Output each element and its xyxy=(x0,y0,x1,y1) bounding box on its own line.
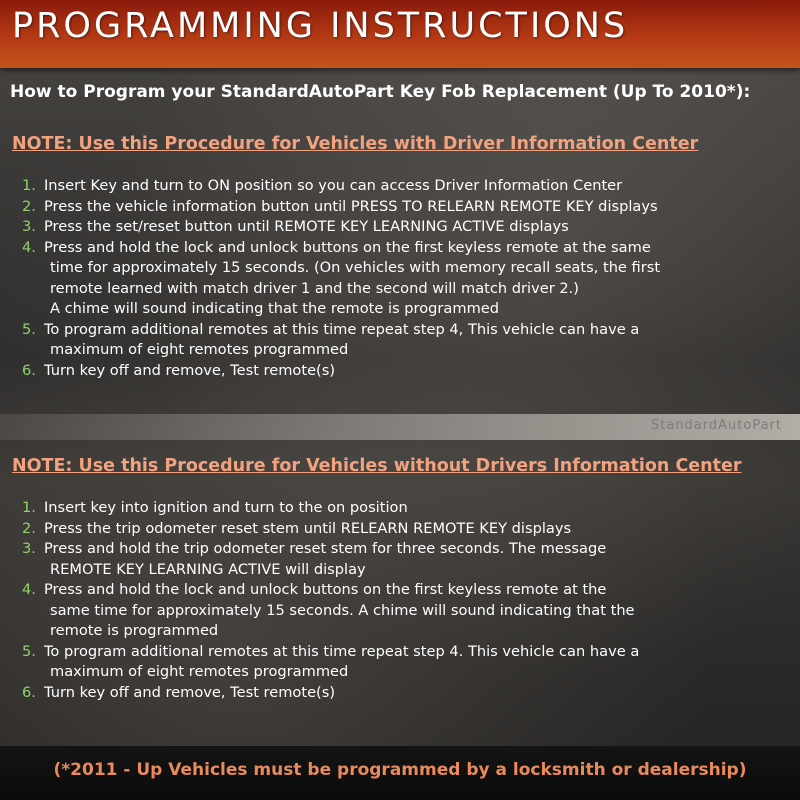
step-text-continued: maximum of eight remotes programmed xyxy=(50,341,349,358)
step-number: 6. xyxy=(22,683,36,701)
step-text: Press the set/reset button until REMOTE KEY LEARNING ACTIVE displays xyxy=(44,218,569,235)
step-number: 1. xyxy=(22,177,36,194)
footer-note: (*2011 - Up Vehicles must be programmed by a locksmith or dealership) xyxy=(53,760,747,780)
step-item xyxy=(22,238,792,320)
watermark-text: StandardAutoPart xyxy=(651,418,782,433)
step-number: 1. xyxy=(22,499,36,516)
step-number: 4. xyxy=(22,238,36,256)
section-note: NOTE: Use this Procedure for Vehicles without Drivers Information Center xyxy=(12,456,742,476)
step-text-continued: same time for approximately 15 seconds. A chime will sound indicating that the xyxy=(50,601,635,619)
step-text: Press and hold the trip odometer reset stem for three seconds. The message xyxy=(44,540,607,557)
watermark-bar xyxy=(0,414,800,440)
page-title: PROGRAMMING INSTRUCTIONS xyxy=(12,6,629,46)
step-text-continued: remote is programmed xyxy=(50,622,219,639)
step-list xyxy=(22,498,792,703)
step-item xyxy=(22,519,792,540)
step-text: To program additional remotes at this time repeat step 4. This vehicle can have a xyxy=(44,642,640,660)
subtitle: How to Program your StandardAutoPart Key Fob Replacement (Up To 2010*): xyxy=(10,82,751,102)
step-item xyxy=(22,217,792,238)
step-text: Press and hold the lock and unlock buttons on the first keyless remote at the same xyxy=(44,238,651,256)
step-number: 2. xyxy=(22,519,36,537)
step-text-continued: remote learned with match driver 1 and the second will match driver 2.) xyxy=(50,279,579,297)
step-text-continued: maximum of eight remotes programmed xyxy=(50,663,349,680)
step-text: Press the trip odometer reset stem until RELEARN REMOTE KEY displays xyxy=(44,519,572,537)
step-item xyxy=(22,498,792,519)
section-note: NOTE: Use this Procedure for Vehicles with Driver Information Center xyxy=(12,134,699,154)
footer-banner xyxy=(0,746,800,800)
step-number: 4. xyxy=(22,581,36,598)
header-banner xyxy=(0,0,800,68)
step-text: Press and hold the lock and unlock buttons on the first keyless remote at the xyxy=(44,581,607,598)
section-without-dic xyxy=(0,450,800,742)
step-item xyxy=(22,320,792,361)
step-text: To program additional remotes at this time repeat step 4, This vehicle can have a xyxy=(44,320,640,338)
step-number: 2. xyxy=(22,197,36,215)
step-text: Insert key into ignition and turn to the on position xyxy=(44,499,408,516)
step-text-continued: A chime will sound indicating that the remote is programmed xyxy=(50,300,500,317)
step-item xyxy=(22,580,792,642)
step-text: Turn key off and remove, Test remote(s) xyxy=(44,361,336,379)
step-text: Insert Key and turn to ON position so you can access Driver Information Center xyxy=(44,177,623,194)
step-item xyxy=(22,197,792,218)
step-text: Press the vehicle information button until PRESS TO RELEARN REMOTE KEY displays xyxy=(44,197,658,215)
section-with-dic xyxy=(0,128,800,414)
step-number: 6. xyxy=(22,361,36,379)
step-item xyxy=(22,683,792,704)
step-item xyxy=(22,642,792,683)
step-number: 5. xyxy=(22,642,36,660)
step-number: 3. xyxy=(22,218,36,235)
step-item xyxy=(22,176,792,197)
step-item xyxy=(22,361,792,382)
step-number: 5. xyxy=(22,320,36,338)
step-text-continued: REMOTE KEY LEARNING ACTIVE will display xyxy=(50,560,366,578)
step-number: 3. xyxy=(22,540,36,557)
step-item xyxy=(22,539,792,580)
step-text-continued: time for approximately 15 seconds. (On vehicles with memory recall seats, the first xyxy=(50,259,661,276)
step-text: Turn key off and remove, Test remote(s) xyxy=(44,683,336,701)
step-list xyxy=(22,176,792,381)
